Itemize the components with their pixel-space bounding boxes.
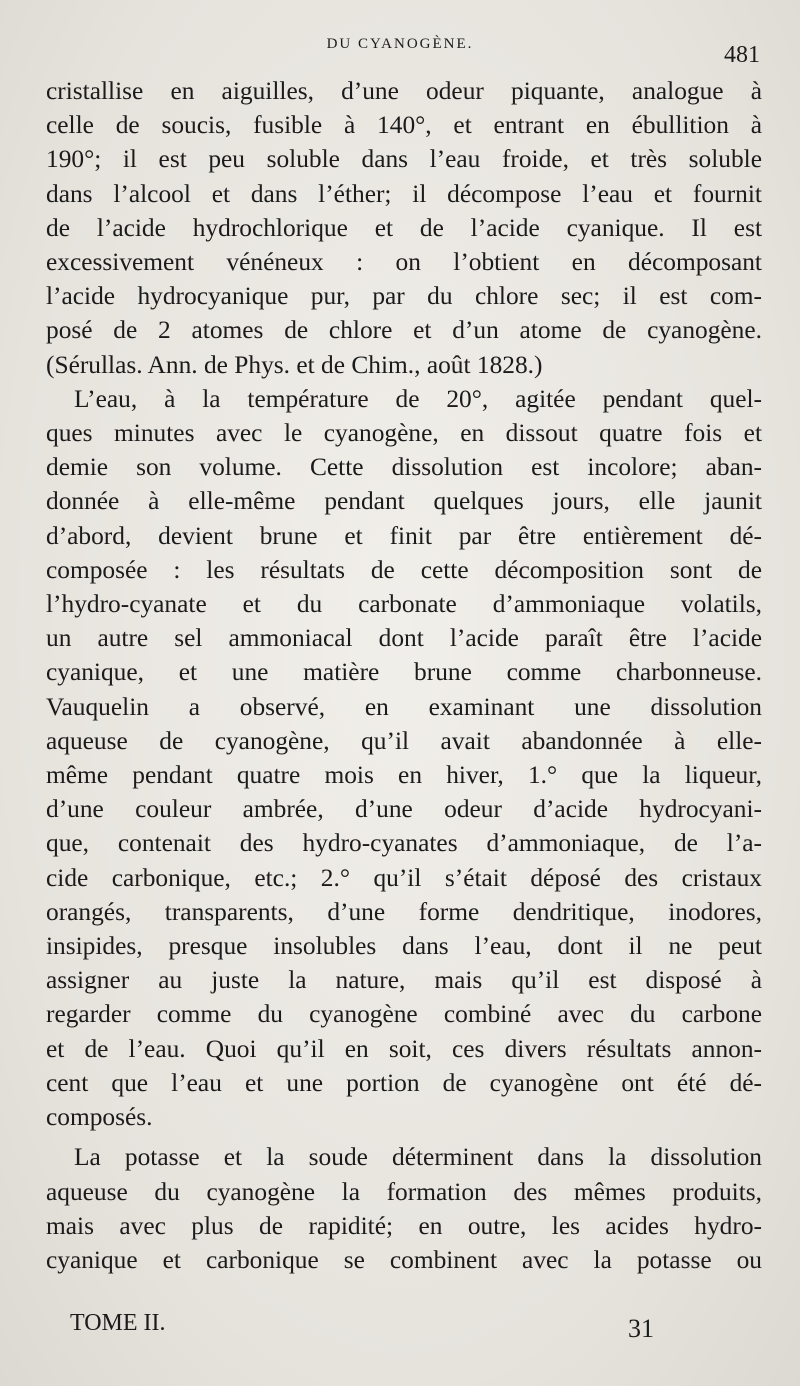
text-line: et de l’eau. Quoi qu’il en soit, ces divers résultats annon- bbox=[46, 1034, 762, 1063]
running-title: DU CYANOGÈNE. bbox=[326, 36, 474, 52]
text-line: (Sérullas. Ann. de Phys. et de Chim., août 1828.) bbox=[46, 350, 543, 379]
paragraph-2 bbox=[46, 382, 762, 1134]
text-line: assigner au juste la nature, mais qu’il est disposé à bbox=[46, 966, 762, 995]
text-line: regarder comme du cyanogène combiné avec du carbone bbox=[46, 1000, 762, 1029]
text-line: 190°; il est peu soluble dans l’eau froide, et très soluble bbox=[46, 145, 762, 174]
text-line: l’hydro-cyanate et du carbonate d’ammoniaque volatils, bbox=[46, 590, 762, 619]
text-line: l’acide hydrocyanique pur, par du chlore sec; il est com- bbox=[46, 282, 762, 311]
body-text bbox=[46, 74, 762, 1277]
volume-footer: TOME II. bbox=[70, 1310, 166, 1336]
text-line: cide carbonique, etc.; 2.° qu’il s’était déposé des cristaux bbox=[46, 863, 762, 892]
text-line: orangés, transparents, d’une forme dendritique, inodores, bbox=[46, 897, 762, 926]
text-line: que, contenait des hydro-cyanates d’ammoniaque, de l’a- bbox=[46, 829, 762, 858]
text-line: La potasse et la soude déterminent dans la dissolution bbox=[74, 1143, 762, 1172]
text-line: L’eau, à la température de 20°, agitée pendant quel- bbox=[74, 384, 762, 413]
signature-mark: 31 bbox=[628, 1314, 654, 1343]
text-line: excessivement vénéneux : on l’obtient en décomposant bbox=[46, 248, 762, 277]
text-line: même pendant quatre mois en hiver, 1.° que la liqueur, bbox=[46, 761, 762, 790]
paragraph-1 bbox=[46, 74, 762, 382]
text-line: cristallise en aiguilles, d’une odeur piquante, analogue à bbox=[46, 77, 762, 105]
text-line: d’une couleur ambrée, d’une odeur d’acide hydrocyani- bbox=[46, 795, 762, 824]
text-line: insipides, presque insolubles dans l’eau, dont il ne peut bbox=[46, 932, 762, 961]
text-line: Vauquelin a observé, en examinant une dissolution bbox=[46, 692, 762, 721]
text-line: mais avec plus de rapidité; en outre, les acides hydro- bbox=[46, 1211, 762, 1240]
text-line: demie son volume. Cette dissolution est incolore; aban- bbox=[46, 453, 762, 482]
text-line: donnée à elle-même pendant quelques jours, elle jaunit bbox=[46, 487, 762, 516]
text-line: aqueuse de cyanogène, qu’il avait abandonnée à elle- bbox=[46, 726, 762, 755]
text-line: ques minutes avec le cyanogène, en dissout quatre fois et bbox=[46, 419, 762, 448]
text-line: cyanique, et une matière brune comme charbonneuse. bbox=[46, 658, 762, 687]
text-line: dans l’alcool et dans l’éther; il décompose l’eau et fournit bbox=[46, 179, 762, 208]
text-line: de l’acide hydrochlorique et de l’acide cyanique. Il est bbox=[46, 213, 762, 242]
paragraph-3 bbox=[46, 1140, 762, 1277]
text-line: d’abord, devient brune et finit par être entièrement dé- bbox=[46, 521, 762, 550]
text-line: aqueuse du cyanogène la formation des mêmes produits, bbox=[46, 1177, 762, 1206]
text-line: composée : les résultats de cette décomposition sont de bbox=[46, 555, 762, 584]
text-line: un autre sel ammoniacal dont l’acide paraît être l’acide bbox=[46, 624, 762, 653]
text-line: cyanique et carbonique se combinent avec la potasse ou bbox=[46, 1245, 762, 1274]
text-line: celle de soucis, fusible à 140°, et entrant en ébullition à bbox=[46, 111, 762, 140]
page-number: 481 bbox=[724, 42, 760, 68]
text-line: composés. bbox=[46, 1103, 153, 1132]
text-line: cent que l’eau et une portion de cyanogène ont été dé- bbox=[46, 1068, 762, 1097]
text-line: posé de 2 atomes de chlore et d’un atome de cyanogène. bbox=[46, 316, 762, 345]
